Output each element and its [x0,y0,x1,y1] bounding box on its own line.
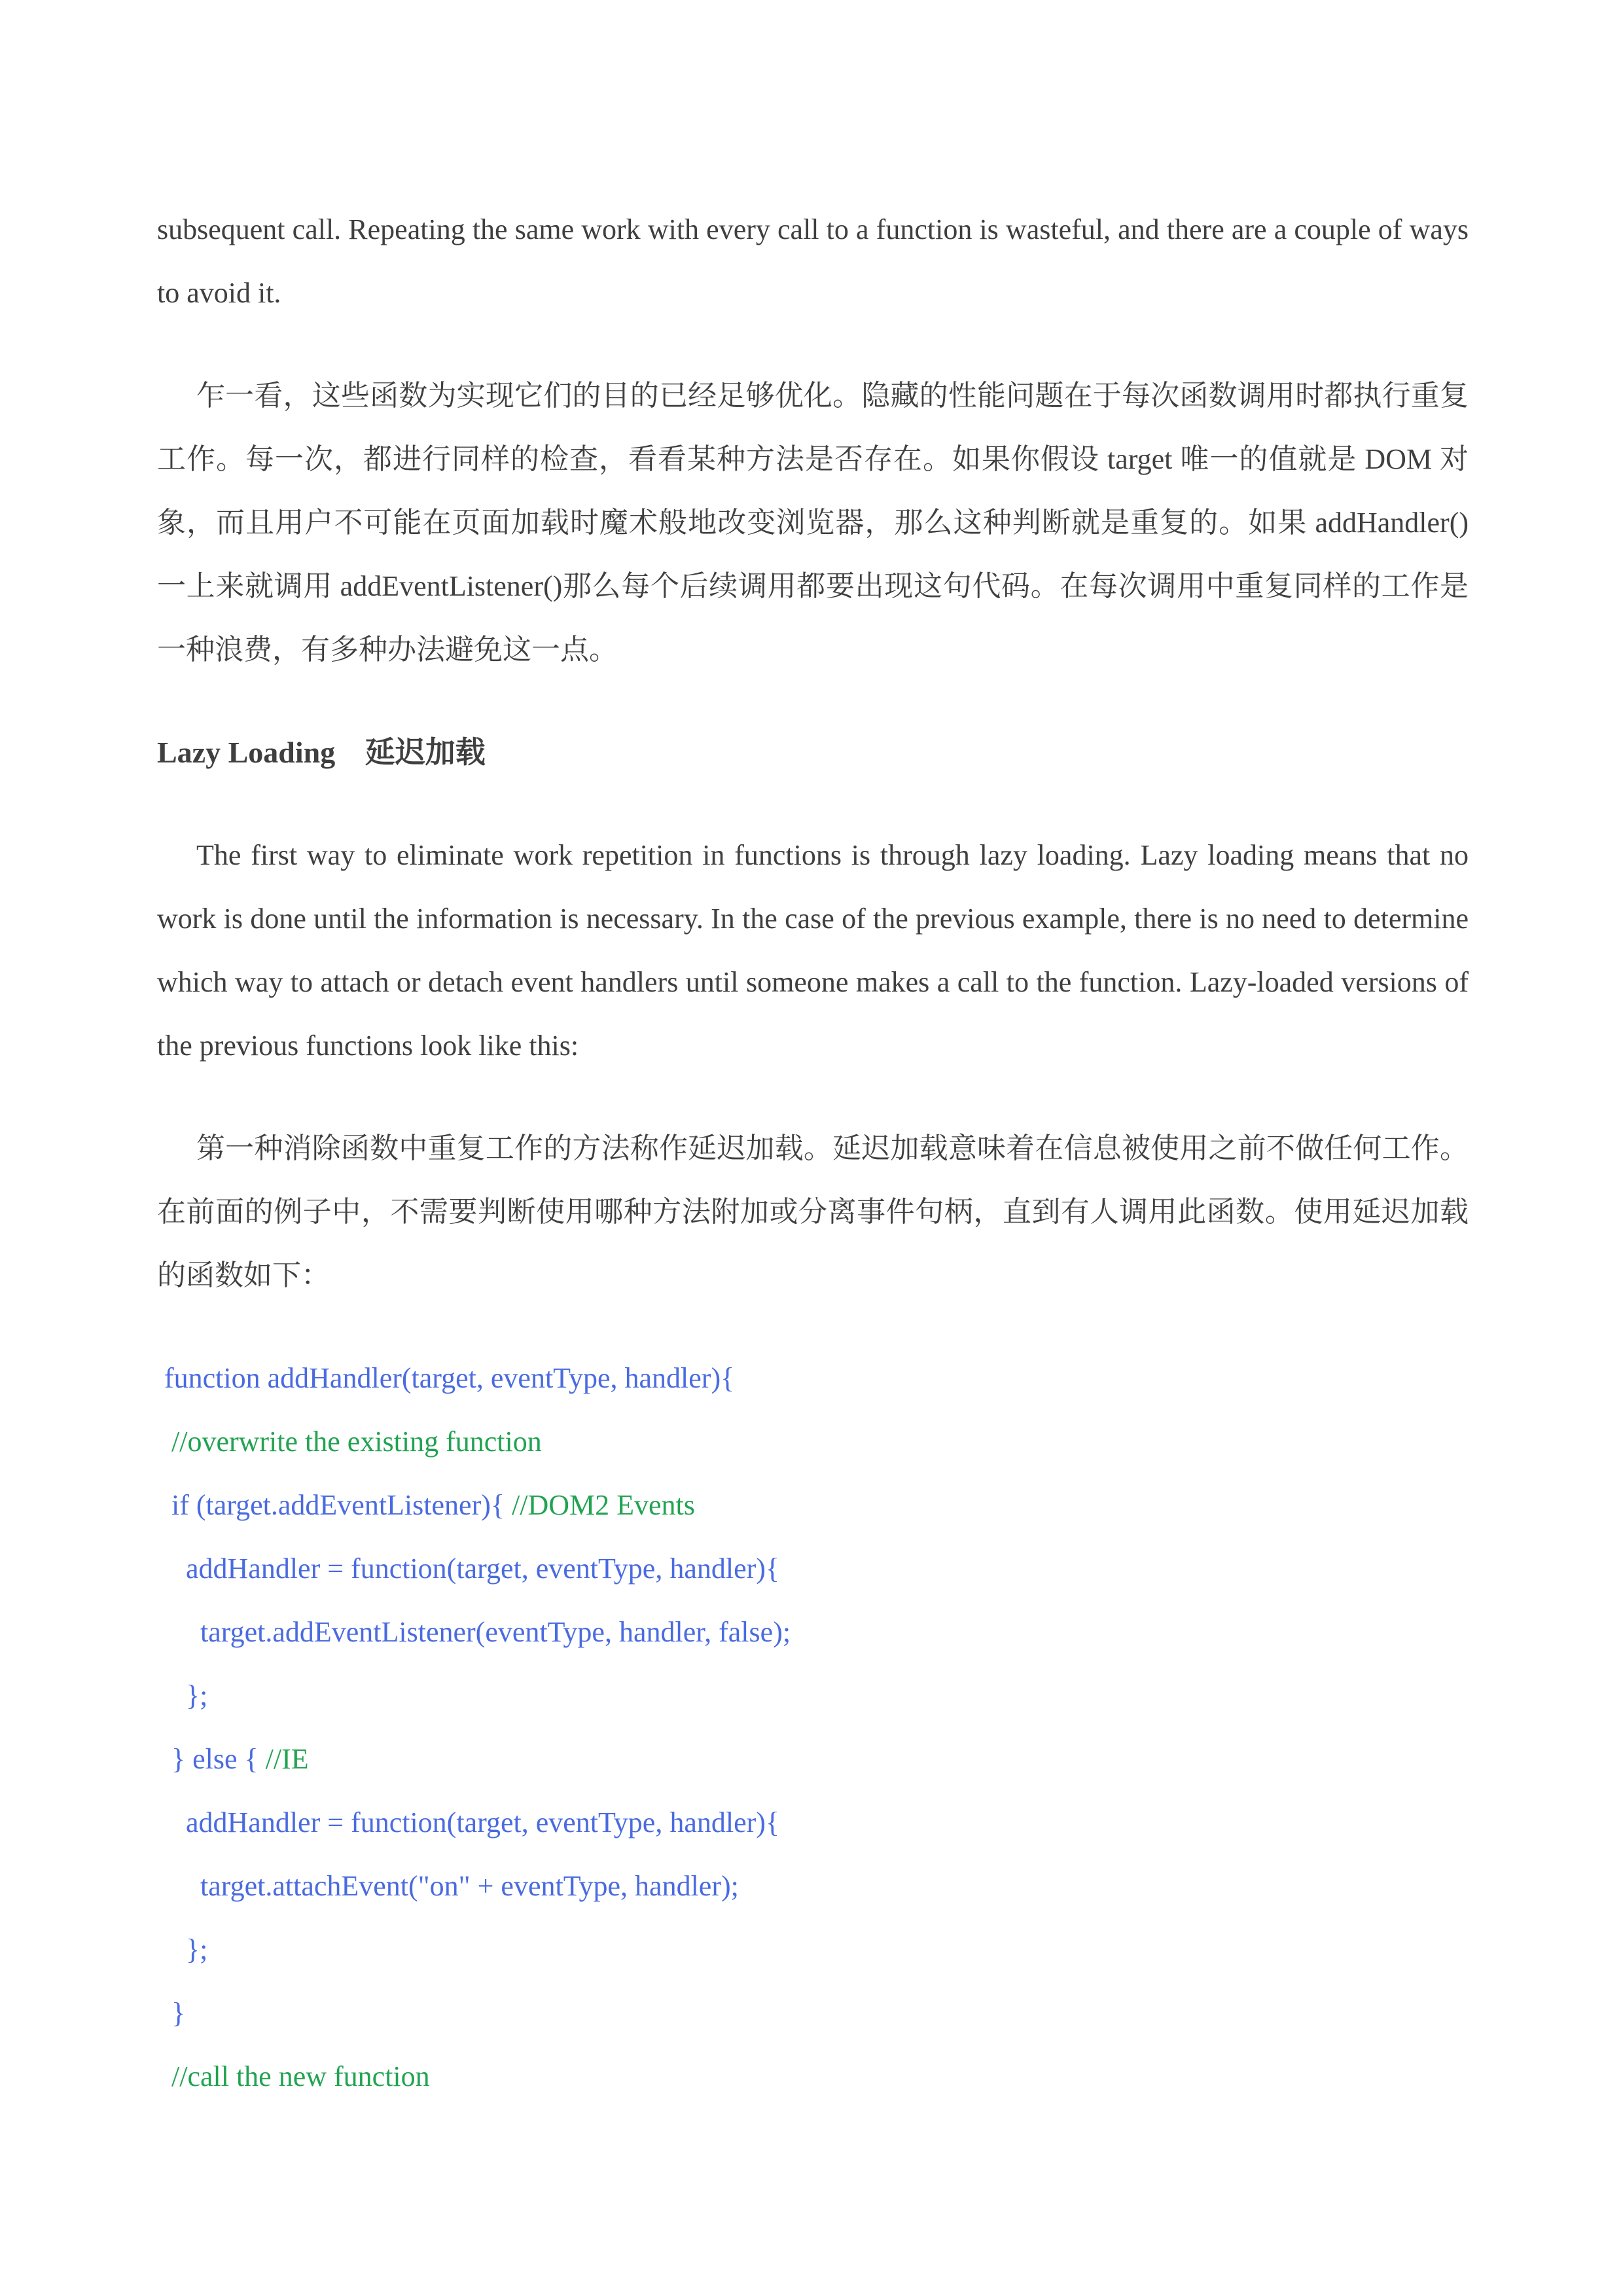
code-comment: //overwrite the existing function [157,1426,542,1458]
code-line [157,1410,1469,1473]
code-text: addHandler = function(target, eventType, handler){ [157,1806,780,1839]
code-comment: //IE [265,1743,309,1775]
paragraph-chinese-overview: 乍一看，这些函数为实现它们的目的已经足够优化。隐藏的性能问题在于每次函数调用时都执行重复工作。每一次，都进行同样的检查，看看某种方法是否存在。如果你假设 target 唯一的值就是 DOM 对象，而且用户不可能在页面加载时魔术般地改变浏览器，那么这种判断就是重复的。如果 addHandler()一上来就调用 addEventListener()那么每个后续调用都要出现这句代码。在每次调用中重复同样的工作是一种浪费，有多种办法避免这一点。 [157,380,1469,666]
code-line [157,1664,1469,1727]
code-line [157,1600,1469,1664]
code-text: if (target.addEventListener){ [157,1489,512,1521]
section-heading-chinese: 延迟加载 [365,736,486,769]
code-line [157,1537,1469,1600]
code-block [157,1346,1469,2108]
code-text: } else { [157,1743,266,1775]
code-line [157,2045,1469,2108]
code-line [157,1346,1469,1410]
paragraph-english-lazy-loading: The first way to eliminate work repetition in functions is through lazy loading. Lazy loading means that no work is done until the information is necessary. In the case of the previous example, there is no need to determine which way to attach or detach event handlers until someone makes a call to the function. Lazy-loaded versions of the previous functions look like this: [157,839,1469,1062]
code-line [157,1918,1469,1981]
paragraph-chinese-lazy-loading: 第一种消除函数中重复工作的方法称作延迟加载。延迟加载意味着在信息被使用之前不做任何工作。在前面的例子中，不需要判断使用哪种方法附加或分离事件句柄，直到有人调用此函数。使用延迟加载的函数如下： [157,1132,1469,1291]
code-text: target.attachEvent("on" + eventType, handler); [157,1870,739,1902]
section-heading-english: Lazy Loading [157,736,336,769]
code-comment: //call the new function [157,2060,430,2092]
code-text: function addHandler(target, eventType, handler){ [157,1362,735,1394]
code-text: } [157,1997,186,2029]
code-line [157,1981,1469,2045]
section-heading [157,721,1469,784]
code-line [157,1473,1469,1537]
code-line [157,1854,1469,1918]
code-text: }; [157,1679,208,1712]
code-text: }; [157,1933,208,1965]
code-comment: //DOM2 Events [512,1489,695,1521]
code-line [157,1791,1469,1854]
code-text: target.addEventListener(eventType, handler, false); [157,1616,791,1648]
code-line [157,1727,1469,1791]
code-text: addHandler = function(target, eventType, handler){ [157,1552,780,1585]
paragraph-english-continuation: subsequent call. Repeating the same work with every call to a function is wasteful, and there are a couple of ways to avoid it. [157,213,1469,309]
